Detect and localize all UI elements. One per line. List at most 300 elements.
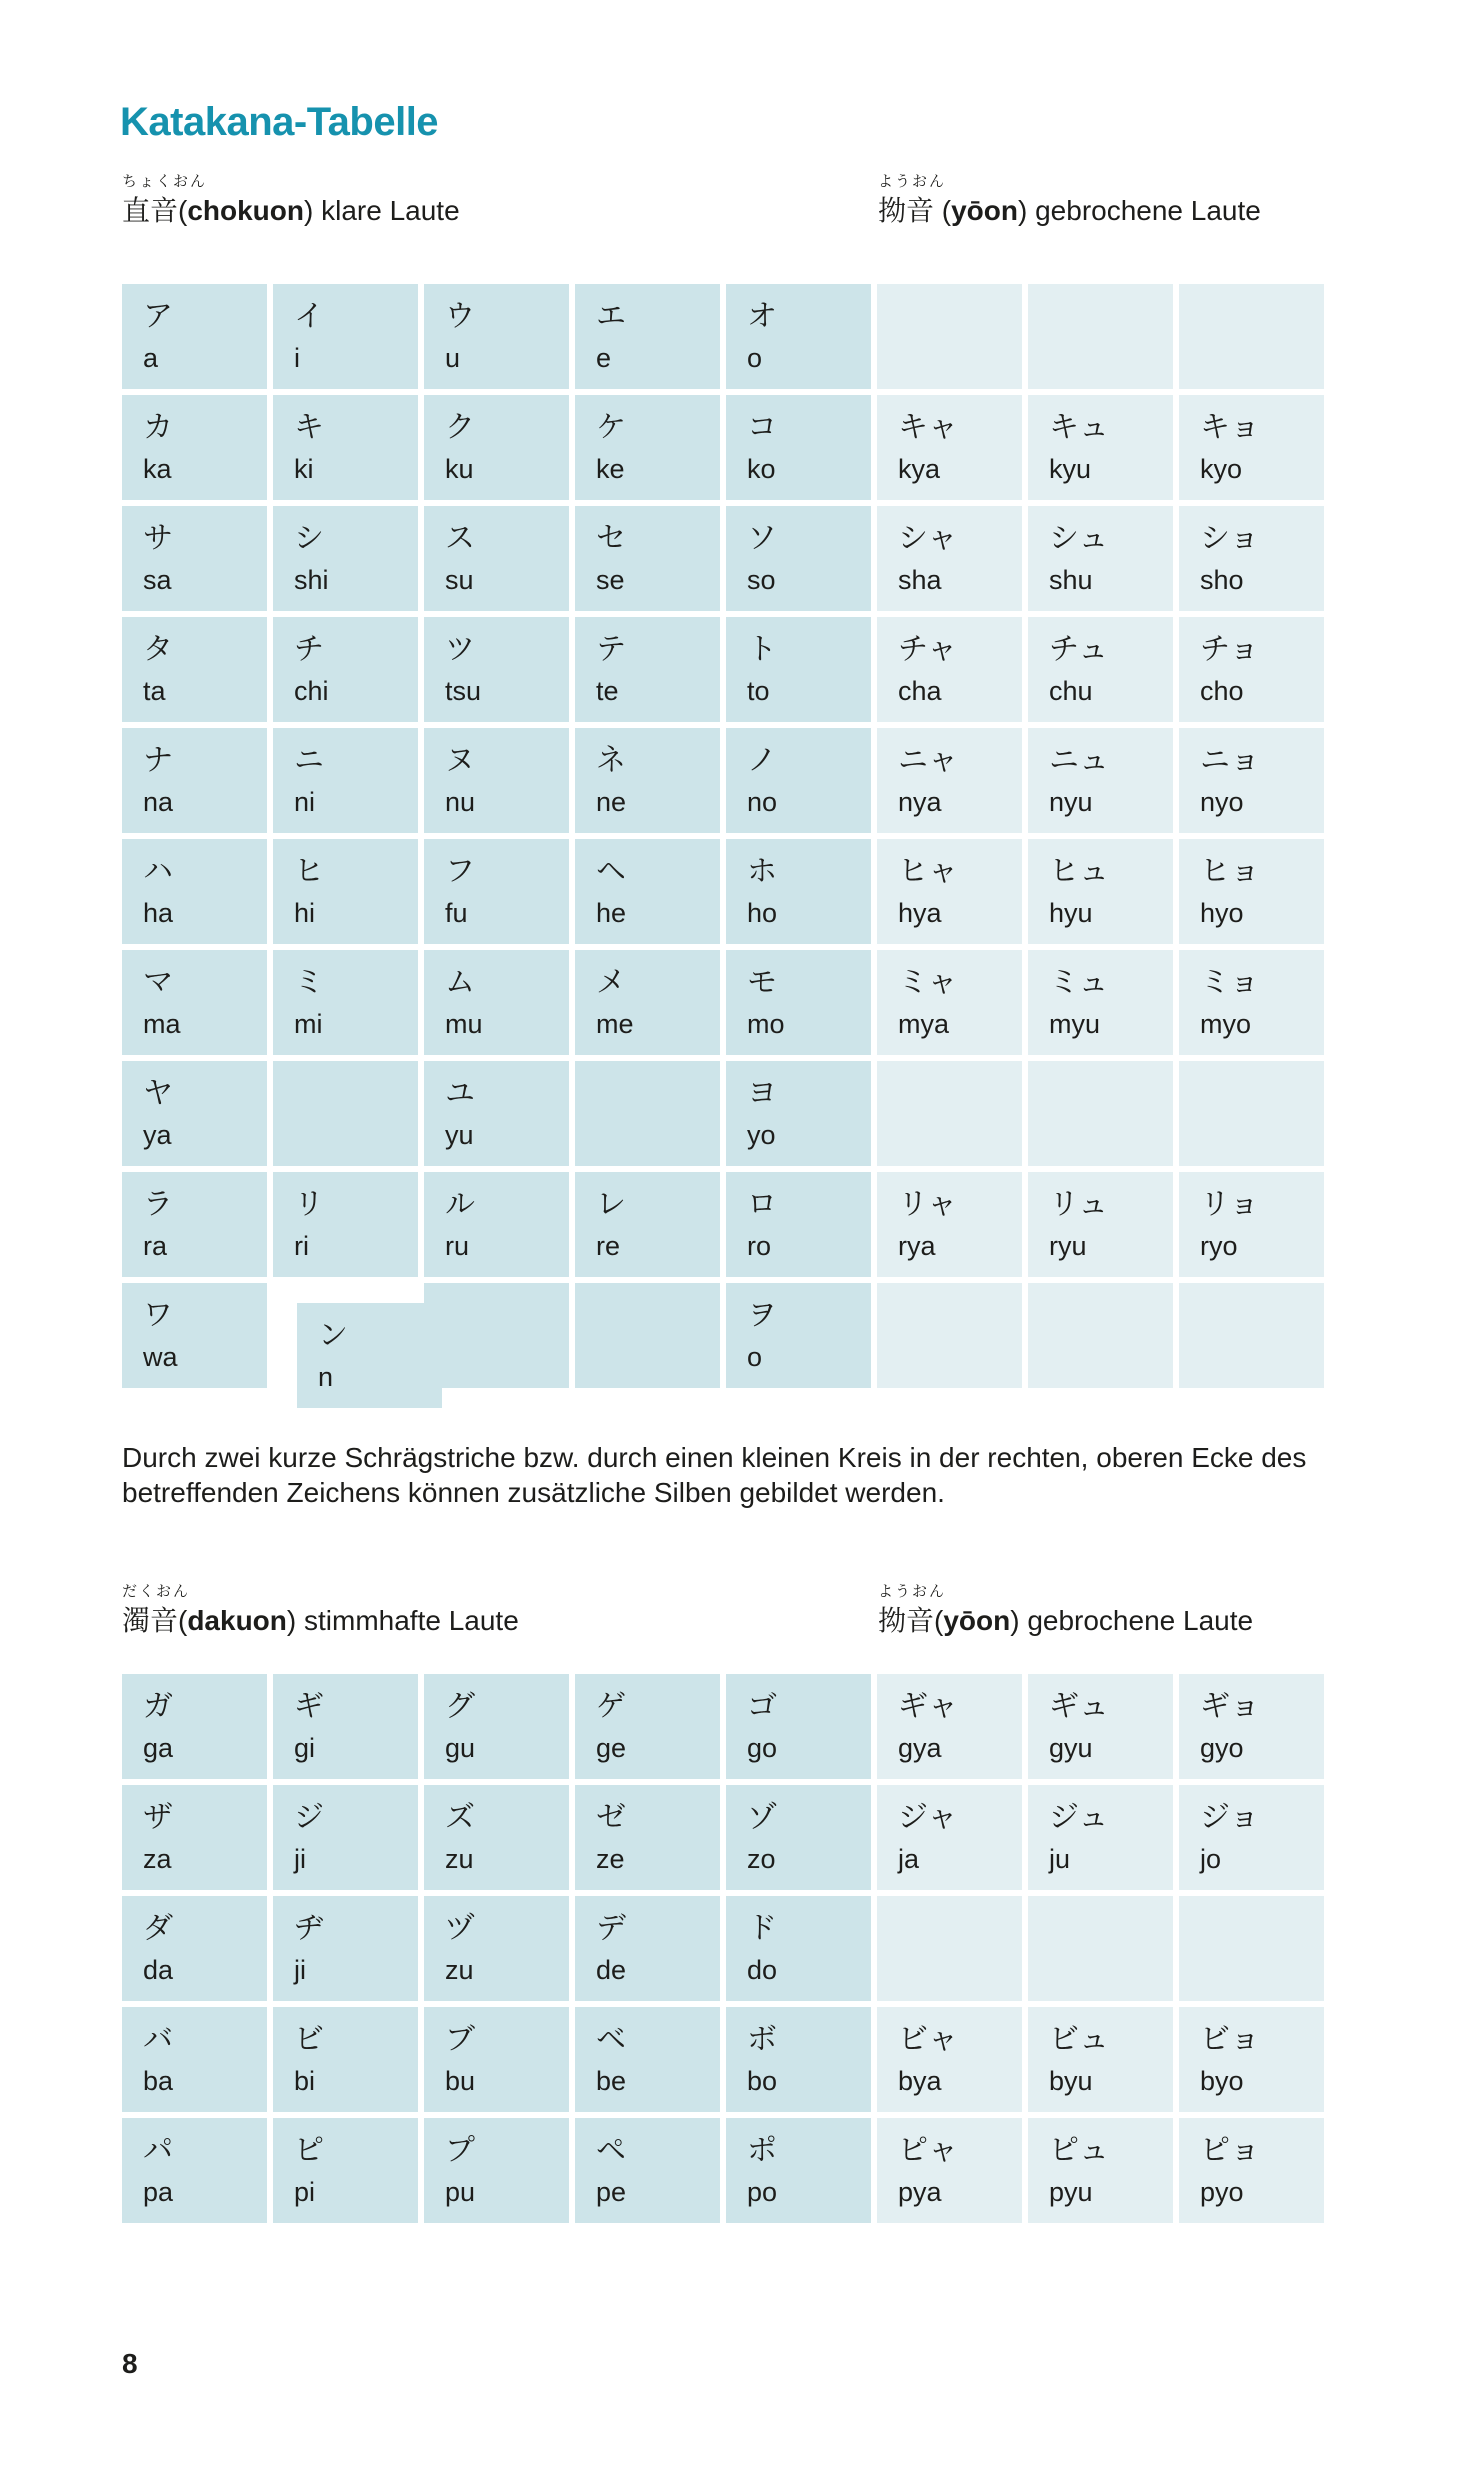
romaji-label: fu [445, 898, 468, 928]
katakana-glyph: ア [143, 299, 173, 334]
katakana-glyph: ベ [596, 2022, 626, 2057]
katakana-glyph: テ [596, 632, 626, 667]
romaji-label: ji [294, 1844, 306, 1874]
kana-cell [273, 284, 418, 389]
kana-cell [877, 728, 1022, 833]
katakana-glyph: ミュ [1049, 965, 1109, 1000]
kana-cell [424, 2118, 569, 2223]
romaji-label: so [747, 565, 776, 595]
romaji-label: wa [143, 1342, 178, 1372]
kana-cell [877, 839, 1022, 944]
katakana-glyph: ユ [445, 1076, 475, 1111]
katakana-glyph: キョ [1200, 410, 1260, 445]
romaji-label: go [747, 1733, 778, 1763]
kana-cell [122, 1061, 267, 1166]
furigana-chokuon: ちょくおん [122, 172, 208, 190]
katakana-glyph: プ [445, 2133, 475, 2168]
kana-cell [1028, 950, 1173, 1055]
kana-cell [575, 506, 720, 611]
romaji-label: ho [747, 898, 778, 928]
kana-cell-empty [424, 1283, 569, 1388]
katakana-glyph: オ [747, 299, 777, 334]
kana-cell [122, 395, 267, 500]
katakana-glyph: パ [143, 2133, 173, 2168]
romaji-label: kyu [1049, 454, 1092, 484]
katakana-glyph: ゴ [747, 1689, 777, 1724]
kana-cell-empty [1179, 284, 1324, 389]
kana-cell [877, 950, 1022, 1055]
romaji-label: pyo [1200, 2177, 1244, 2207]
romaji-label: za [143, 1844, 172, 1874]
katakana-glyph: ショ [1200, 521, 1260, 556]
katakana-glyph: ラ [143, 1187, 173, 1222]
romaji-label: o [747, 1342, 763, 1372]
katakana-glyph: ホ [747, 854, 777, 889]
kana-cell [122, 1896, 267, 2001]
romaji-label: hya [898, 898, 942, 928]
kana-cell [726, 1674, 871, 1779]
kana-cell [1179, 617, 1324, 722]
kana-cell [1028, 395, 1173, 500]
romaji-label: shu [1049, 565, 1093, 595]
romaji-label: ji [294, 1955, 306, 1985]
kana-cell-empty [877, 1896, 1022, 2001]
katakana-glyph: ジ [294, 1800, 324, 1835]
kana-cell [273, 395, 418, 500]
kana-cell [877, 395, 1022, 500]
romaji-label: zo [747, 1844, 776, 1874]
kana-cell [273, 617, 418, 722]
romaji-label: hyo [1200, 898, 1244, 928]
kana-cell [122, 2118, 267, 2223]
romaji-label: re [596, 1231, 621, 1261]
romaji-label: o [747, 343, 763, 373]
katakana-glyph: ヲ [747, 1298, 777, 1333]
romaji-label: ri [294, 1231, 309, 1261]
kana-cell [877, 1674, 1022, 1779]
katakana-glyph: ム [445, 965, 475, 1000]
katakana-glyph: シュ [1049, 521, 1109, 556]
kana-cell-empty [1179, 1896, 1324, 2001]
katakana-glyph: コ [747, 410, 777, 445]
romaji-label: ha [143, 898, 174, 928]
romaji-label: kyo [1200, 454, 1243, 484]
section1-left-heading [122, 172, 460, 228]
katakana-glyph: フ [445, 854, 475, 889]
kana-cell [575, 1674, 720, 1779]
section1-right-heading [878, 172, 1261, 228]
kana-cell-empty [877, 1061, 1022, 1166]
kana-cell [575, 1172, 720, 1277]
katakana-glyph: ト [747, 632, 777, 667]
kana-cell [575, 728, 720, 833]
romaji-label: sa [143, 565, 172, 595]
katakana-glyph: ピュ [1049, 2133, 1109, 2168]
kana-cell-offset-wrapper [273, 1283, 418, 1392]
kana-cell [273, 1785, 418, 1890]
heading-tail: ) klare Laute [304, 195, 460, 226]
romaji-label: ba [143, 2066, 174, 2096]
katakana-glyph: チ [294, 632, 324, 667]
katakana-glyph: ツ [445, 632, 475, 667]
romaji-label: se [596, 565, 625, 595]
romaji-label: ya [143, 1120, 172, 1150]
heading-romaji: yōon [951, 195, 1018, 226]
kana-cell [575, 2118, 720, 2223]
romaji-label: ma [143, 1009, 181, 1039]
romaji-label: gya [898, 1733, 942, 1763]
kana-cell [122, 1172, 267, 1277]
romaji-label: gyu [1049, 1733, 1093, 1763]
kana-cell [726, 728, 871, 833]
romaji-label: sha [898, 565, 942, 595]
romaji-label: hi [294, 898, 316, 928]
heading-text [122, 193, 460, 228]
katakana-glyph: ソ [747, 521, 777, 556]
katakana-glyph: ヘ [596, 854, 626, 889]
furigana-dakuon: だくおん [122, 1582, 191, 1600]
katakana-glyph: キャ [898, 410, 958, 445]
kana-cell [726, 2118, 871, 2223]
kana-table-chokuon-yoon [122, 284, 1324, 1392]
romaji-label: pyu [1049, 2177, 1093, 2207]
kana-cell [726, 1785, 871, 1890]
katakana-glyph: ス [445, 521, 475, 556]
romaji-label: ku [445, 454, 474, 484]
romaji-label: me [596, 1009, 634, 1039]
katakana-glyph: ヒュ [1049, 854, 1109, 889]
romaji-label: e [596, 343, 612, 373]
heading-kanji: 直音( [122, 195, 188, 226]
kana-cell [1028, 506, 1173, 611]
kana-cell [273, 839, 418, 944]
romaji-label: gyo [1200, 1733, 1244, 1763]
romaji-label: myu [1049, 1009, 1101, 1039]
kana-cell [424, 1674, 569, 1779]
romaji-label: zu [445, 1955, 474, 1985]
katakana-glyph: グ [445, 1689, 475, 1724]
kana-cell [575, 1896, 720, 2001]
katakana-glyph: ギュ [1049, 1689, 1109, 1724]
romaji-label: chu [1049, 676, 1093, 706]
romaji-label: gi [294, 1733, 316, 1763]
romaji-label: byu [1049, 2066, 1093, 2096]
heading-romaji: dakuon [187, 1605, 287, 1636]
romaji-label: nya [898, 787, 942, 817]
heading-kanji: 拗音( [878, 1605, 944, 1636]
kana-cell [1028, 839, 1173, 944]
romaji-label: myo [1200, 1009, 1252, 1039]
romaji-label: ryu [1049, 1231, 1087, 1261]
katakana-glyph: ギ [294, 1689, 324, 1724]
kana-cell [273, 1172, 418, 1277]
romaji-label: ja [898, 1844, 920, 1874]
kana-cell [726, 1896, 871, 2001]
kana-cell [726, 839, 871, 944]
heading-text [122, 1603, 519, 1638]
katakana-glyph: ズ [445, 1800, 475, 1835]
katakana-glyph: ピョ [1200, 2133, 1260, 2168]
romaji-label: yu [445, 1120, 474, 1150]
katakana-glyph: ビ [294, 2022, 324, 2057]
kana-cell [1028, 617, 1173, 722]
kana-cell [1179, 1674, 1324, 1779]
romaji-label: i [294, 343, 300, 373]
katakana-glyph: メ [596, 965, 626, 1000]
katakana-glyph: ピャ [898, 2133, 958, 2168]
katakana-glyph: ペ [596, 2133, 626, 2168]
romaji-label: da [143, 1955, 174, 1985]
romaji-label: to [747, 676, 770, 706]
kana-cell [726, 506, 871, 611]
kana-cell [424, 2007, 569, 2112]
page-title: Katakana-Tabelle [120, 100, 439, 144]
katakana-glyph: ヒャ [898, 854, 958, 889]
katakana-glyph: ヨ [747, 1076, 777, 1111]
kana-cell [273, 2118, 418, 2223]
kana-cell [273, 1896, 418, 2001]
romaji-label: chi [294, 676, 329, 706]
kana-cell [1179, 1785, 1324, 1890]
kana-cell [122, 1674, 267, 1779]
romaji-label: ru [445, 1231, 470, 1261]
katakana-glyph: リュ [1049, 1187, 1109, 1222]
katakana-glyph: ニャ [898, 743, 958, 778]
katakana-glyph: エ [596, 299, 626, 334]
kana-cell [1028, 2118, 1173, 2223]
kana-cell [122, 506, 267, 611]
kana-cell [1028, 1674, 1173, 1779]
kana-cell-empty [575, 1283, 720, 1388]
furigana-yoon: ようおん [878, 1582, 947, 1600]
katakana-glyph: ミャ [898, 965, 958, 1000]
kana-cell [1179, 839, 1324, 944]
kana-cell [273, 2007, 418, 2112]
katakana-glyph: ゼ [596, 1800, 626, 1835]
romaji-label: ge [596, 1733, 627, 1763]
romaji-label: he [596, 898, 627, 928]
katakana-glyph: ゾ [747, 1800, 777, 1835]
romaji-label: mu [445, 1009, 483, 1039]
romaji-label: ko [747, 454, 776, 484]
katakana-glyph: ギョ [1200, 1689, 1260, 1724]
romaji-label: na [143, 787, 174, 817]
katakana-glyph: ド [747, 1911, 777, 1946]
kana-cell [877, 2007, 1022, 2112]
romaji-label: sho [1200, 565, 1244, 595]
katakana-glyph: ハ [143, 854, 173, 889]
kana-cell [424, 728, 569, 833]
kana-cell [877, 2118, 1022, 2223]
kana-cell [424, 506, 569, 611]
romaji-label: ke [596, 454, 625, 484]
page-number: 8 [122, 2348, 138, 2379]
kana-cell [726, 617, 871, 722]
romaji-label: no [747, 787, 778, 817]
romaji-label: ryo [1200, 1231, 1238, 1261]
katakana-glyph: レ [596, 1187, 626, 1222]
katakana-glyph: ジョ [1200, 1800, 1260, 1835]
romaji-label: cha [898, 676, 942, 706]
kana-cell [726, 1061, 871, 1166]
romaji-label: rya [898, 1231, 936, 1261]
kana-cell [424, 839, 569, 944]
katakana-glyph: ゲ [596, 1689, 626, 1724]
kana-cell [877, 1785, 1022, 1890]
romaji-label: byo [1200, 2066, 1244, 2096]
romaji-label: mo [747, 1009, 785, 1039]
kana-cell [575, 839, 720, 944]
kana-cell-empty [1179, 1061, 1324, 1166]
katakana-glyph: タ [143, 632, 173, 667]
kana-cell [877, 506, 1022, 611]
katakana-glyph: デ [596, 1911, 626, 1946]
katakana-glyph: ピ [294, 2133, 324, 2168]
kana-cell [424, 1896, 569, 2001]
katakana-glyph: バ [143, 2022, 173, 2057]
katakana-glyph: ヒ [294, 854, 324, 889]
katakana-glyph: ニ [294, 743, 324, 778]
kana-cell [122, 1283, 267, 1388]
katakana-glyph: ザ [143, 1800, 173, 1835]
katakana-glyph: ニュ [1049, 743, 1109, 778]
romaji-label: nu [445, 787, 476, 817]
kana-cell [1028, 1785, 1173, 1890]
kana-cell [424, 950, 569, 1055]
katakana-glyph: ジャ [898, 1800, 958, 1835]
kana-cell-empty [1179, 1283, 1324, 1388]
romaji-label: jo [1200, 1844, 1222, 1874]
romaji-label: nyo [1200, 787, 1244, 817]
furigana-yoon: ようおん [878, 172, 947, 190]
kana-cell [424, 617, 569, 722]
kana-cell [1028, 2007, 1173, 2112]
katakana-glyph: シャ [898, 521, 958, 556]
kana-cell [1179, 950, 1324, 1055]
kana-cell [122, 617, 267, 722]
kana-cell [726, 284, 871, 389]
kana-cell [424, 1785, 569, 1890]
kana-cell [575, 1785, 720, 1890]
kana-cell [726, 950, 871, 1055]
romaji-label: nyu [1049, 787, 1093, 817]
heading-kanji: 拗音 ( [878, 195, 952, 226]
katakana-glyph: ウ [445, 299, 475, 334]
kana-cell [1179, 1172, 1324, 1277]
heading-romaji: yōon [943, 1605, 1011, 1636]
kana-cell-empty [1028, 1896, 1173, 2001]
kana-cell-empty [1028, 1283, 1173, 1388]
katakana-glyph: カ [143, 410, 173, 445]
katakana-glyph: セ [596, 521, 626, 556]
kana-cell [122, 2007, 267, 2112]
katakana-glyph: マ [143, 965, 173, 1000]
kana-cell-empty [575, 1061, 720, 1166]
katakana-glyph: ヒョ [1200, 854, 1260, 889]
katakana-glyph: ボ [747, 2022, 777, 2057]
katakana-glyph: ブ [445, 2022, 475, 2057]
heading-text [878, 1603, 1253, 1638]
kana-cell [575, 617, 720, 722]
kana-cell [575, 395, 720, 500]
katakana-glyph: ミョ [1200, 965, 1260, 1000]
kana-cell [424, 395, 569, 500]
kana-cell [424, 1172, 569, 1277]
kana-cell [273, 950, 418, 1055]
romaji-label: mya [898, 1009, 950, 1039]
katakana-glyph: シ [294, 521, 324, 556]
kana-cell-empty [1028, 284, 1173, 389]
katakana-glyph: ル [445, 1187, 475, 1222]
katakana-glyph: リョ [1200, 1187, 1260, 1222]
heading-text [878, 193, 1261, 228]
kana-cell [1179, 2118, 1324, 2223]
katakana-glyph: ク [445, 410, 475, 445]
romaji-label: bu [445, 2066, 476, 2096]
section2-right-heading [878, 1582, 1253, 1638]
katakana-glyph: モ [747, 965, 777, 1000]
katakana-glyph: ガ [143, 1689, 173, 1724]
romaji-label: cho [1200, 676, 1244, 706]
romaji-label: tsu [445, 676, 482, 706]
katakana-glyph: チョ [1200, 632, 1260, 667]
kana-cell [1028, 728, 1173, 833]
kana-cell [273, 506, 418, 611]
kana-cell-empty [877, 284, 1022, 389]
kana-cell [273, 1674, 418, 1779]
kana-cell [1179, 395, 1324, 500]
kana-cell [424, 284, 569, 389]
kana-cell [1179, 2007, 1324, 2112]
kana-cell [726, 1172, 871, 1277]
katakana-glyph: サ [143, 521, 173, 556]
kana-cell [1179, 506, 1324, 611]
romaji-label: su [445, 565, 474, 595]
romaji-label: ra [143, 1231, 168, 1261]
romaji-label: ki [294, 454, 314, 484]
katakana-glyph: ポ [747, 2133, 777, 2168]
section2-left-heading [122, 1582, 519, 1638]
katakana-glyph: ヂ [294, 1911, 324, 1946]
kana-cell [877, 1172, 1022, 1277]
kana-cell-empty [1028, 1061, 1173, 1166]
kana-cell [122, 284, 267, 389]
kana-cell [1179, 728, 1324, 833]
kana-cell [575, 950, 720, 1055]
katakana-glyph: ネ [596, 743, 626, 778]
romaji-label: hyu [1049, 898, 1093, 928]
romaji-label: ju [1049, 1844, 1071, 1874]
romaji-label: ro [747, 1231, 772, 1261]
romaji-label: pya [898, 2177, 942, 2207]
kana-cell [575, 2007, 720, 2112]
romaji-label: yo [747, 1120, 776, 1150]
romaji-label: ne [596, 787, 627, 817]
katakana-glyph: ビュ [1049, 2022, 1109, 2057]
katakana-glyph: チュ [1049, 632, 1109, 667]
romaji-label: a [143, 343, 159, 373]
katakana-glyph: ケ [596, 410, 626, 445]
kana-cell [726, 1283, 871, 1388]
katakana-glyph: ン [318, 1318, 348, 1353]
katakana-glyph: リ [294, 1187, 324, 1222]
romaji-label: bya [898, 2066, 942, 2096]
romaji-label: gu [445, 1733, 476, 1763]
katakana-glyph: ジュ [1049, 1800, 1109, 1835]
katakana-glyph: ノ [747, 743, 777, 778]
romaji-label: ga [143, 1733, 174, 1763]
katakana-glyph: リャ [898, 1187, 958, 1222]
